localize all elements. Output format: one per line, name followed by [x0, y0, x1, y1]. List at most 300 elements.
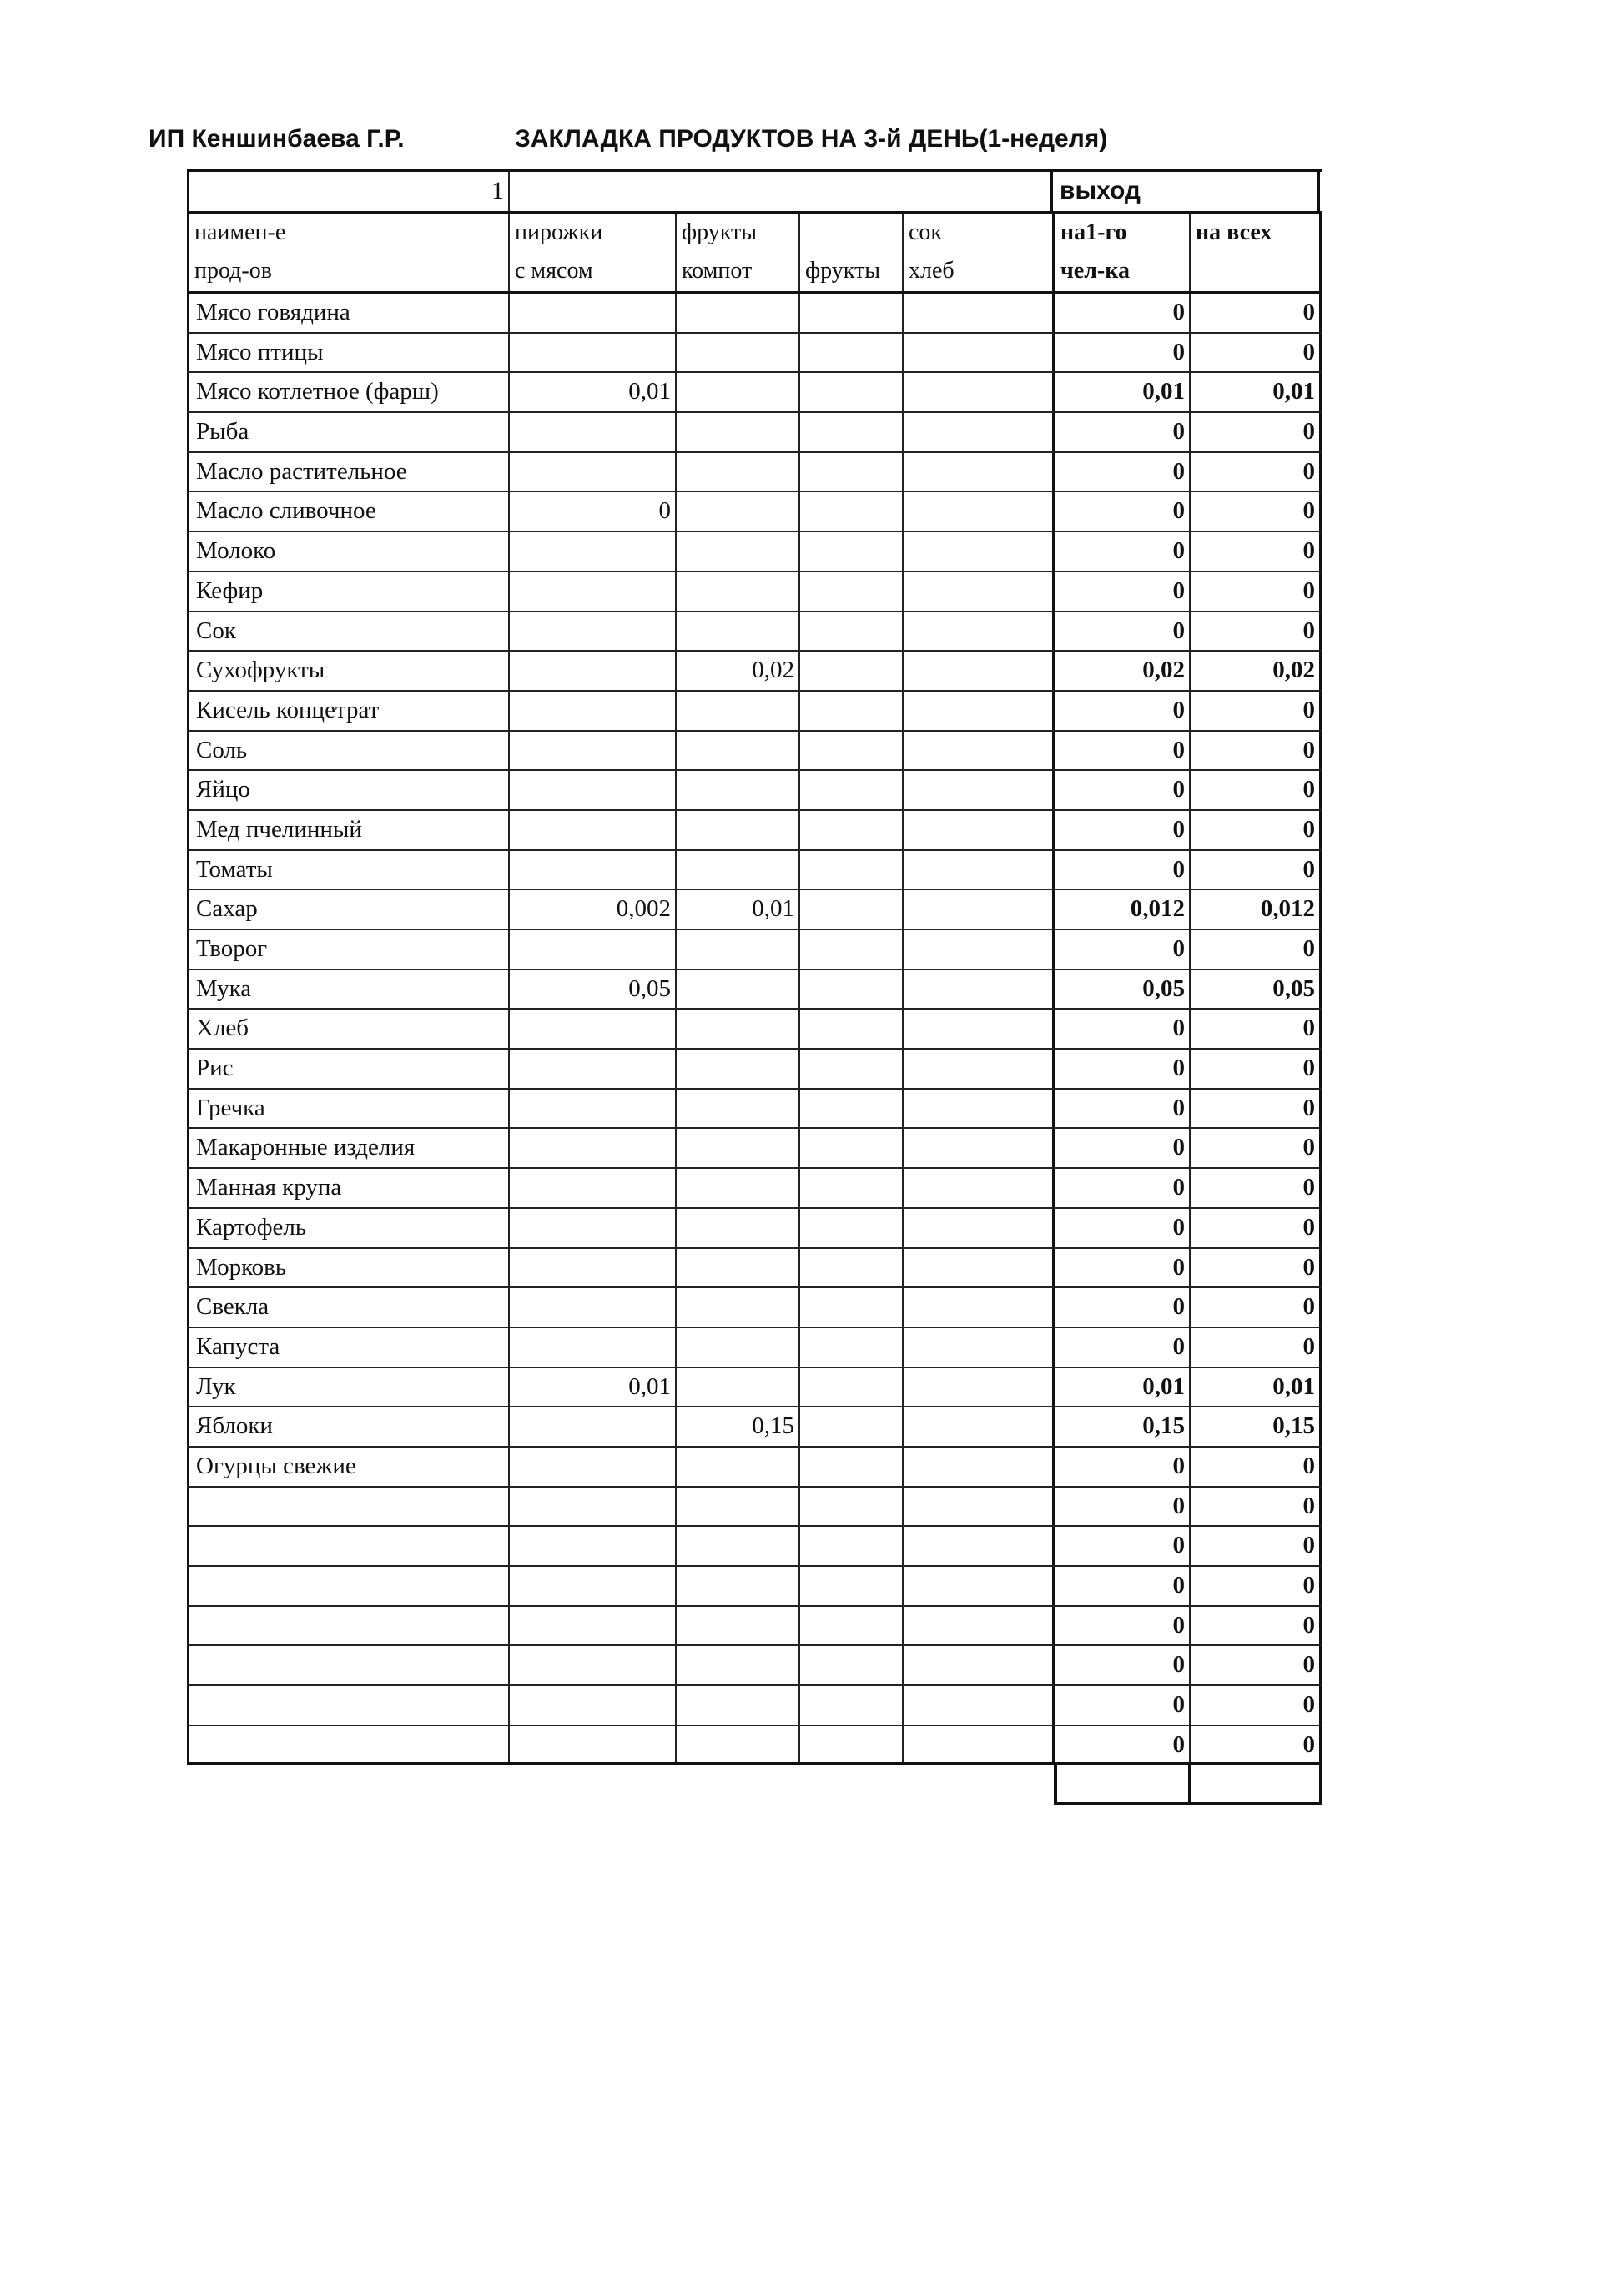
cell-fruits — [798, 1368, 902, 1407]
cell-compote: 0,15 — [675, 1407, 798, 1446]
cell-compote — [675, 970, 798, 1009]
table-row — [187, 1010, 1322, 1050]
table-row — [187, 970, 1322, 1010]
cell-total: 0,01 — [1189, 1368, 1322, 1407]
cell-juice-bread — [902, 453, 1052, 491]
cell-per-person: 0 — [1052, 1169, 1189, 1207]
cell-total: 0 — [1189, 492, 1322, 531]
cell-compote — [675, 1050, 798, 1088]
cell-pies — [508, 1090, 675, 1128]
table-row — [187, 1567, 1322, 1607]
cell-juice-bread — [902, 1527, 1052, 1565]
cell-pies — [508, 532, 675, 571]
table-row — [187, 1328, 1322, 1368]
row-name: Морковь — [187, 1249, 508, 1287]
cell-fruits — [798, 1010, 902, 1048]
cell-fruits — [798, 572, 902, 611]
cell-fruits — [798, 930, 902, 969]
cell-compote — [675, 1567, 798, 1605]
cell-compote — [675, 851, 798, 889]
row-name: Мясо котлетное (фарш) — [187, 373, 508, 411]
table-row — [187, 1050, 1322, 1090]
cell-compote — [675, 1328, 798, 1367]
cell-fruits — [798, 652, 902, 690]
cell-fruits — [798, 294, 902, 332]
cell-compote — [675, 930, 798, 969]
table-row — [187, 1368, 1322, 1408]
table-row — [187, 1090, 1322, 1130]
cell-fruits — [798, 811, 902, 849]
cell-compote — [675, 1288, 798, 1327]
cell-juice-bread — [902, 1249, 1052, 1287]
cell-fruits — [798, 692, 902, 730]
row-name: Мед пчелинный — [187, 811, 508, 849]
cell-fruits — [798, 1129, 902, 1167]
cell-pies — [508, 851, 675, 889]
cell-pies — [508, 1209, 675, 1247]
cell-juice-bread — [902, 1209, 1052, 1247]
cell-fruits — [798, 413, 902, 451]
cell-per-person: 0 — [1052, 1726, 1189, 1763]
row-name — [187, 1567, 508, 1605]
table-row — [187, 692, 1322, 732]
cell-juice-bread — [902, 1368, 1052, 1407]
cell-juice-bread — [902, 930, 1052, 969]
cell-pies — [508, 1288, 675, 1327]
cell-fruits — [798, 1090, 902, 1128]
cell-pies — [508, 930, 675, 969]
cell-compote — [675, 1726, 798, 1763]
cell-compote — [675, 1488, 798, 1526]
cell-juice-bread — [902, 413, 1052, 451]
table-row — [187, 1249, 1322, 1289]
cell-per-person: 0 — [1052, 732, 1189, 770]
table-row — [187, 612, 1322, 652]
cell-total: 0,02 — [1189, 652, 1322, 690]
cell-juice-bread — [902, 1448, 1052, 1486]
col-header-name: наимен-е прод-ов — [187, 214, 508, 291]
cell-total: 0 — [1189, 692, 1322, 730]
cell-per-person: 0 — [1052, 1646, 1189, 1684]
cell-compote — [675, 1686, 798, 1725]
row-name — [187, 1488, 508, 1526]
table-row — [187, 1407, 1322, 1448]
cell-juice-bread — [902, 890, 1052, 929]
cell-pies — [508, 1129, 675, 1167]
cell-compote — [675, 771, 798, 809]
cell-total: 0 — [1189, 1010, 1322, 1048]
row-name: Томаты — [187, 851, 508, 889]
row-name: Сухофрукты — [187, 652, 508, 690]
table-row — [187, 930, 1322, 970]
cell-pies — [508, 1726, 675, 1763]
cell-fruits — [798, 1646, 902, 1684]
table-row — [187, 453, 1322, 493]
row-name: Макаронные изделия — [187, 1129, 508, 1167]
table-row — [187, 1527, 1322, 1567]
cell-compote — [675, 1448, 798, 1486]
cell-juice-bread — [902, 1288, 1052, 1327]
row-name: Сок — [187, 612, 508, 651]
table-row — [187, 532, 1322, 572]
cell-compote — [675, 572, 798, 611]
cell-juice-bread — [902, 1407, 1052, 1446]
cell-total: 0 — [1189, 1328, 1322, 1367]
extra-empty-cell — [1057, 1765, 1191, 1802]
cell-total: 0,01 — [1189, 373, 1322, 411]
col-header-fruits: фрукты — [798, 214, 902, 291]
products-table — [187, 169, 1322, 1765]
cell-juice-bread — [902, 1129, 1052, 1167]
cell-per-person: 0 — [1052, 771, 1189, 809]
cell-per-person: 0 — [1052, 1050, 1189, 1088]
top-number-cell: 1 — [187, 172, 508, 211]
cell-pies — [508, 1010, 675, 1048]
table-row — [187, 811, 1322, 851]
cell-juice-bread — [902, 373, 1052, 411]
cell-per-person: 0 — [1052, 1090, 1189, 1128]
cell-juice-bread — [902, 692, 1052, 730]
table-top-row — [187, 169, 1322, 214]
row-name: Картофель — [187, 1209, 508, 1247]
cell-fruits — [798, 612, 902, 651]
cell-per-person: 0 — [1052, 1488, 1189, 1526]
cell-total: 0 — [1189, 1209, 1322, 1247]
cell-juice-bread — [902, 492, 1052, 531]
cell-per-person: 0 — [1052, 930, 1189, 969]
cell-per-person: 0 — [1052, 1129, 1189, 1167]
cell-pies: 0,002 — [508, 890, 675, 929]
cell-total: 0 — [1189, 1567, 1322, 1605]
cell-per-person: 0 — [1052, 1328, 1189, 1367]
cell-juice-bread — [902, 811, 1052, 849]
table-row — [187, 1686, 1322, 1726]
cell-compote — [675, 732, 798, 770]
cell-per-person: 0 — [1052, 1567, 1189, 1605]
cell-per-person: 0 — [1052, 413, 1189, 451]
cell-total: 0,15 — [1189, 1407, 1322, 1446]
cell-juice-bread — [902, 652, 1052, 690]
cell-juice-bread — [902, 294, 1052, 332]
cell-fruits — [798, 1328, 902, 1367]
extra-empty-row — [1054, 1765, 1322, 1805]
cell-total: 0 — [1189, 1288, 1322, 1327]
row-name: Мясо говядина — [187, 294, 508, 332]
cell-per-person: 0 — [1052, 334, 1189, 372]
col-header-total: на всех — [1189, 214, 1322, 291]
cell-pies: 0,01 — [508, 1368, 675, 1407]
cell-compote — [675, 1090, 798, 1128]
cell-compote — [675, 1129, 798, 1167]
cell-juice-bread — [902, 532, 1052, 571]
cell-pies — [508, 1686, 675, 1725]
col-header-juice-bread: сок хлеб — [902, 214, 1052, 291]
row-name: Масло растительное — [187, 453, 508, 491]
cell-pies — [508, 1567, 675, 1605]
cell-juice-bread — [902, 1646, 1052, 1684]
cell-compote — [675, 1010, 798, 1048]
cell-compote — [675, 1249, 798, 1287]
row-name: Рис — [187, 1050, 508, 1088]
table-row — [187, 1607, 1322, 1647]
cell-pies — [508, 612, 675, 651]
cell-fruits — [798, 1488, 902, 1526]
row-name: Яблоки — [187, 1407, 508, 1446]
cell-total: 0,012 — [1189, 890, 1322, 929]
cell-per-person: 0 — [1052, 453, 1189, 491]
cell-total: 0 — [1189, 1169, 1322, 1207]
cell-juice-bread — [902, 970, 1052, 1009]
cell-compote — [675, 334, 798, 372]
cell-total: 0 — [1189, 413, 1322, 451]
row-name — [187, 1527, 508, 1565]
cell-total: 0 — [1189, 1726, 1322, 1763]
cell-compote — [675, 532, 798, 571]
document-title: ЗАКЛАДКА ПРОДУКТОВ НА 3-й ДЕНЬ(1-неделя) — [515, 125, 1108, 153]
cell-juice-bread — [902, 1169, 1052, 1207]
row-name: Огурцы свежие — [187, 1448, 508, 1486]
col-header-pies: пирожки с мясом — [508, 214, 675, 291]
cell-pies — [508, 771, 675, 809]
cell-compote — [675, 1646, 798, 1684]
cell-per-person: 0 — [1052, 1010, 1189, 1048]
cell-total: 0 — [1189, 930, 1322, 969]
cell-pies — [508, 453, 675, 491]
cell-total: 0,05 — [1189, 970, 1322, 1009]
cell-total: 0 — [1189, 1448, 1322, 1486]
cell-pies — [508, 1249, 675, 1287]
row-name — [187, 1686, 508, 1725]
cell-pies — [508, 811, 675, 849]
cell-fruits — [798, 334, 902, 372]
cell-fruits — [798, 771, 902, 809]
cell-per-person: 0 — [1052, 1448, 1189, 1486]
row-name: Творог — [187, 930, 508, 969]
cell-per-person: 0 — [1052, 1607, 1189, 1645]
table-row — [187, 1488, 1322, 1528]
table-row — [187, 294, 1322, 334]
cell-pies — [508, 334, 675, 372]
cell-total: 0 — [1189, 612, 1322, 651]
row-name: Рыба — [187, 413, 508, 451]
cell-juice-bread — [902, 1010, 1052, 1048]
cell-per-person: 0 — [1052, 692, 1189, 730]
row-name — [187, 1607, 508, 1645]
cell-per-person: 0,01 — [1052, 1368, 1189, 1407]
cell-pies — [508, 652, 675, 690]
cell-fruits — [798, 453, 902, 491]
table-row — [187, 334, 1322, 374]
cell-compote: 0,02 — [675, 652, 798, 690]
cell-juice-bread — [902, 1726, 1052, 1763]
cell-compote — [675, 492, 798, 531]
cell-compote — [675, 1527, 798, 1565]
cell-pies — [508, 1050, 675, 1088]
row-name — [187, 1646, 508, 1684]
cell-compote — [675, 692, 798, 730]
col-header-compote: фрукты компот — [675, 214, 798, 291]
cell-fruits — [798, 1567, 902, 1605]
cell-per-person: 0,01 — [1052, 373, 1189, 411]
cell-juice-bread — [902, 771, 1052, 809]
cell-per-person: 0,15 — [1052, 1407, 1189, 1446]
cell-per-person: 0 — [1052, 1249, 1189, 1287]
cell-fruits — [798, 1169, 902, 1207]
row-name: Гречка — [187, 1090, 508, 1128]
cell-pies — [508, 1646, 675, 1684]
row-name: Кисель концетрат — [187, 692, 508, 730]
cell-fruits — [798, 1448, 902, 1486]
cell-juice-bread — [902, 1050, 1052, 1088]
cell-pies: 0,01 — [508, 373, 675, 411]
cell-juice-bread — [902, 851, 1052, 889]
cell-total: 0 — [1189, 1686, 1322, 1725]
cell-juice-bread — [902, 572, 1052, 611]
cell-juice-bread — [902, 334, 1052, 372]
cell-fruits — [798, 1249, 902, 1287]
cell-per-person: 0,05 — [1052, 970, 1189, 1009]
cell-juice-bread — [902, 1488, 1052, 1526]
cell-per-person: 0,012 — [1052, 890, 1189, 929]
table-row — [187, 1726, 1322, 1766]
row-name: Соль — [187, 732, 508, 770]
cell-compote — [675, 1368, 798, 1407]
table-row — [187, 851, 1322, 891]
cell-fruits — [798, 890, 902, 929]
table-row — [187, 771, 1322, 811]
cell-fruits — [798, 1527, 902, 1565]
cell-juice-bread — [902, 1567, 1052, 1605]
cell-total: 0 — [1189, 1129, 1322, 1167]
table-row — [187, 1448, 1322, 1488]
cell-total: 0 — [1189, 1090, 1322, 1128]
table-row — [187, 890, 1322, 930]
cell-total: 0 — [1189, 732, 1322, 770]
cell-fruits — [798, 970, 902, 1009]
row-name: Свекла — [187, 1288, 508, 1327]
row-name: Мясо птицы — [187, 334, 508, 372]
cell-compote — [675, 294, 798, 332]
cell-per-person: 0 — [1052, 851, 1189, 889]
cell-juice-bread — [902, 1090, 1052, 1128]
organization-name: ИП Кеншинбаева Г.Р. — [149, 125, 405, 153]
table-row — [187, 413, 1322, 453]
cell-pies — [508, 732, 675, 770]
row-name: Манная крупа — [187, 1169, 508, 1207]
cell-compote — [675, 453, 798, 491]
cell-pies — [508, 1328, 675, 1367]
cell-per-person: 0 — [1052, 811, 1189, 849]
cell-total: 0 — [1189, 1249, 1322, 1287]
cell-pies — [508, 1169, 675, 1207]
cell-compote — [675, 373, 798, 411]
cell-pies — [508, 1407, 675, 1446]
col-header-per-person: на1-го чел-ка — [1052, 214, 1189, 291]
cell-fruits — [798, 1686, 902, 1725]
row-name: Лук — [187, 1368, 508, 1407]
cell-per-person: 0 — [1052, 1527, 1189, 1565]
cell-pies — [508, 572, 675, 611]
row-name: Мука — [187, 970, 508, 1009]
row-name: Сахар — [187, 890, 508, 929]
cell-per-person: 0 — [1052, 492, 1189, 531]
cell-per-person: 0 — [1052, 1288, 1189, 1327]
cell-juice-bread — [902, 612, 1052, 651]
cell-pies — [508, 1607, 675, 1645]
cell-pies: 0,05 — [508, 970, 675, 1009]
cell-fruits — [798, 1288, 902, 1327]
cell-fruits — [798, 373, 902, 411]
cell-pies — [508, 1527, 675, 1565]
table-row — [187, 1288, 1322, 1328]
table-row — [187, 373, 1322, 413]
cell-total: 0 — [1189, 1527, 1322, 1565]
row-name: Кефир — [187, 572, 508, 611]
table-row — [187, 652, 1322, 692]
cell-per-person: 0 — [1052, 532, 1189, 571]
table-row — [187, 492, 1322, 532]
cell-fruits — [798, 1726, 902, 1763]
table-row — [187, 1646, 1322, 1686]
cell-per-person: 0 — [1052, 1209, 1189, 1247]
table-row — [187, 732, 1322, 772]
output-label: выход — [1050, 172, 1320, 211]
cell-fruits — [798, 1209, 902, 1247]
cell-pies — [508, 1488, 675, 1526]
row-name — [187, 1726, 508, 1763]
cell-per-person: 0 — [1052, 294, 1189, 332]
cell-compote — [675, 1607, 798, 1645]
cell-total: 0 — [1189, 294, 1322, 332]
cell-per-person: 0 — [1052, 572, 1189, 611]
cell-juice-bread — [902, 1328, 1052, 1367]
row-name: Хлеб — [187, 1010, 508, 1048]
cell-juice-bread — [902, 732, 1052, 770]
cell-fruits — [798, 851, 902, 889]
cell-compote — [675, 1209, 798, 1247]
cell-fruits — [798, 492, 902, 531]
cell-fruits — [798, 532, 902, 571]
cell-pies: 0 — [508, 492, 675, 531]
column-header-row — [187, 214, 1322, 294]
cell-compote — [675, 811, 798, 849]
cell-total: 0 — [1189, 334, 1322, 372]
cell-total: 0 — [1189, 572, 1322, 611]
cell-total: 0 — [1189, 851, 1322, 889]
cell-compote — [675, 413, 798, 451]
cell-juice-bread — [902, 1686, 1052, 1725]
cell-juice-bread — [902, 1607, 1052, 1645]
cell-total: 0 — [1189, 1488, 1322, 1526]
cell-per-person: 0 — [1052, 612, 1189, 651]
table-row — [187, 1169, 1322, 1209]
row-name: Яйцо — [187, 771, 508, 809]
cell-total: 0 — [1189, 1607, 1322, 1645]
cell-total: 0 — [1189, 1050, 1322, 1088]
cell-total: 0 — [1189, 811, 1322, 849]
cell-pies — [508, 1448, 675, 1486]
cell-fruits — [798, 1607, 902, 1645]
table-row — [187, 1129, 1322, 1169]
cell-per-person: 0 — [1052, 1686, 1189, 1725]
cell-pies — [508, 413, 675, 451]
cell-fruits — [798, 1407, 902, 1446]
cell-total: 0 — [1189, 532, 1322, 571]
cell-fruits — [798, 732, 902, 770]
table-row — [187, 572, 1322, 612]
table-row — [187, 1209, 1322, 1249]
cell-compote: 0,01 — [675, 890, 798, 929]
